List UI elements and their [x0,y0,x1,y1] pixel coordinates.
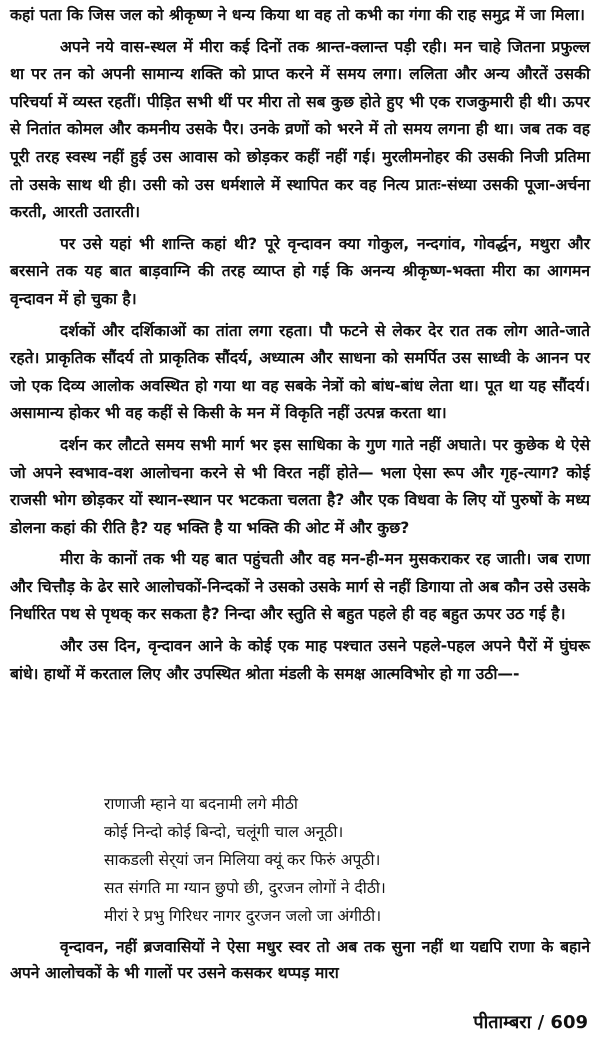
poem-line: साकडली सेर्‌यां जन मिलिया क्यूं कर फिरुं अपूठी। [104,851,381,869]
poem-line: मीरां रे प्रभु गिरिधर नागर दुरजन जलो जा अंगीठी। [104,907,382,925]
paragraph-4: दर्शकों और दर्शिकाओं का तांता लगा रहता। पौ फटने से लेकर देर रात तक लोग आते-जाते रहते। प्राकृतिक सौंदर्य तो प्राकृतिक सौंदर्य, अध्यात्म और साधना को समर्पित उस साध्वी के आनन पर जो एक दिव्य आलोक अवस्थित हो गया था वह सबके नेत्रों को बांध-बांध लेता था। पूत था यह सौंदर्य। असामान्य होकर भी वह कहीं से किसी के मन में विकृति नहीं उत्पन्न करता था। [10,321,590,423]
paragraph-7: और उस दिन, वृन्दावन आने के कोई एक माह पश्चात उसने पहले-पहल अपने पैरों में घुंघरू बांधे। हाथों में करताल लिए और उपस्थित श्रोता मंडली के समक्ष आत्मविभोर हो गा उठी—- [10,637,590,683]
page-footer [473,1010,588,1034]
poem-line: राणाजी म्हाने या बदनामी लगे मीठी [104,795,298,813]
poem-line: सत संगति मा ग्यान छुपो छी, दुरजन लोगों ने दीठी। [104,879,386,897]
prose-body [10,2,590,692]
closing-text [10,934,590,986]
paragraph-3: पर उसे यहां भी शान्ति कहां थी? पूरे वृन्दावन क्या गोकुल, नन्दगांव, गोवर्द्धन, मथुरा और बरसाने तक यह बात बाड़वाग्नि की तरह व्याप्त हो गई कि अनन्य श्रीकृष्ण-भक्ता मीरा का आगमन वृन्दावन में हो चुका है। [10,234,590,308]
poem-block [104,790,584,930]
paragraph-1: कहां पता कि जिस जल को श्रीकृष्ण ने धन्य किया था वह तो कभी का गंगा की राह समुद्र में जा मिला। [10,6,585,24]
paragraph-5: दर्शन कर लौटते समय सभी मार्ग भर इस साधिका के गुण गाते नहीं अघाते। पर कुछेक थे ऐसे जो अपने स्वभाव-वश आलोचना करने से भी विरत नहीं होते— भला ऐसा रूप और गृह-त्याग? कोई राजसी भोग छोड़कर यों स्थान-स्थान पर भटकता चलता है? और एक विधवा के लिए यों पुरुषों के मध्य डोलना कहां की रीति है? यह भक्ति है या भक्ति की ओट में और कुछ? [10,435,590,537]
closing-paragraph: वृन्दावन, नहीं ब्रजवासियों ने ऐसा मधुर स्वर तो अब तक सुना नहीं था यद्यपि राणा के बहाने अपने आलोचकों के भी गालों पर उसने कसकर थप्पड़ मारा [10,938,590,982]
page-number-label: पीताम्बरा / 609 [473,1012,588,1033]
paragraph-2: अपने नये वास-स्थल में मीरा कई दिनों तक श्रान्त-क्लान्त पड़ी रही। मन चाहे जितना प्रफुल्ल था पर तन को अपनी सामान्य शक्ति को प्राप्त करने में समय लगा। ललिता और अन्य औरतें उसकी परिचर्या में व्यस्त रहतीं। पीड़ित सभी थीं पर मीरा तो सब कुछ होते हुए भी एक राजकुमारी ही थी। ऊपर से नितांत कोमल और कमनीय उसके पैर। उनके व्रणों को भरने में तो समय लगना ही था। जब तक वह पूरी तरह स्वस्थ नहीं हुई उस आवास को छोड़कर कहीं नहीं गई। मुरलीमनोहर की उसकी निजी प्रतिमा तो उसके साथ थी ही। उसी को उस धर्मशाले में स्थापित कर वह नित्य प्रातः-संध्या उसकी पूजा-अर्चना करती, आरती उतारती। [10,37,590,222]
paragraph-6: मीरा के कानों तक भी यह बात पहुंचती और वह मन-ही-मन मुसकराकर रह जाती। जब राणा और चित्तौड़ के ढेर सारे आलोचकों-निन्दकों ने उसको उसके मार्ग से नहीं डिगाया तो अब कौन उसे उसके निर्धारित पथ से पृथक् कर सकता है? निन्दा और स्तुति से बहुत पहले ही वह बहुत ऊपर उठ गई है। [10,550,590,624]
poem-line: कोई निन्दो कोई बिन्दो, चलूंगी चाल अनूठी। [104,823,344,841]
